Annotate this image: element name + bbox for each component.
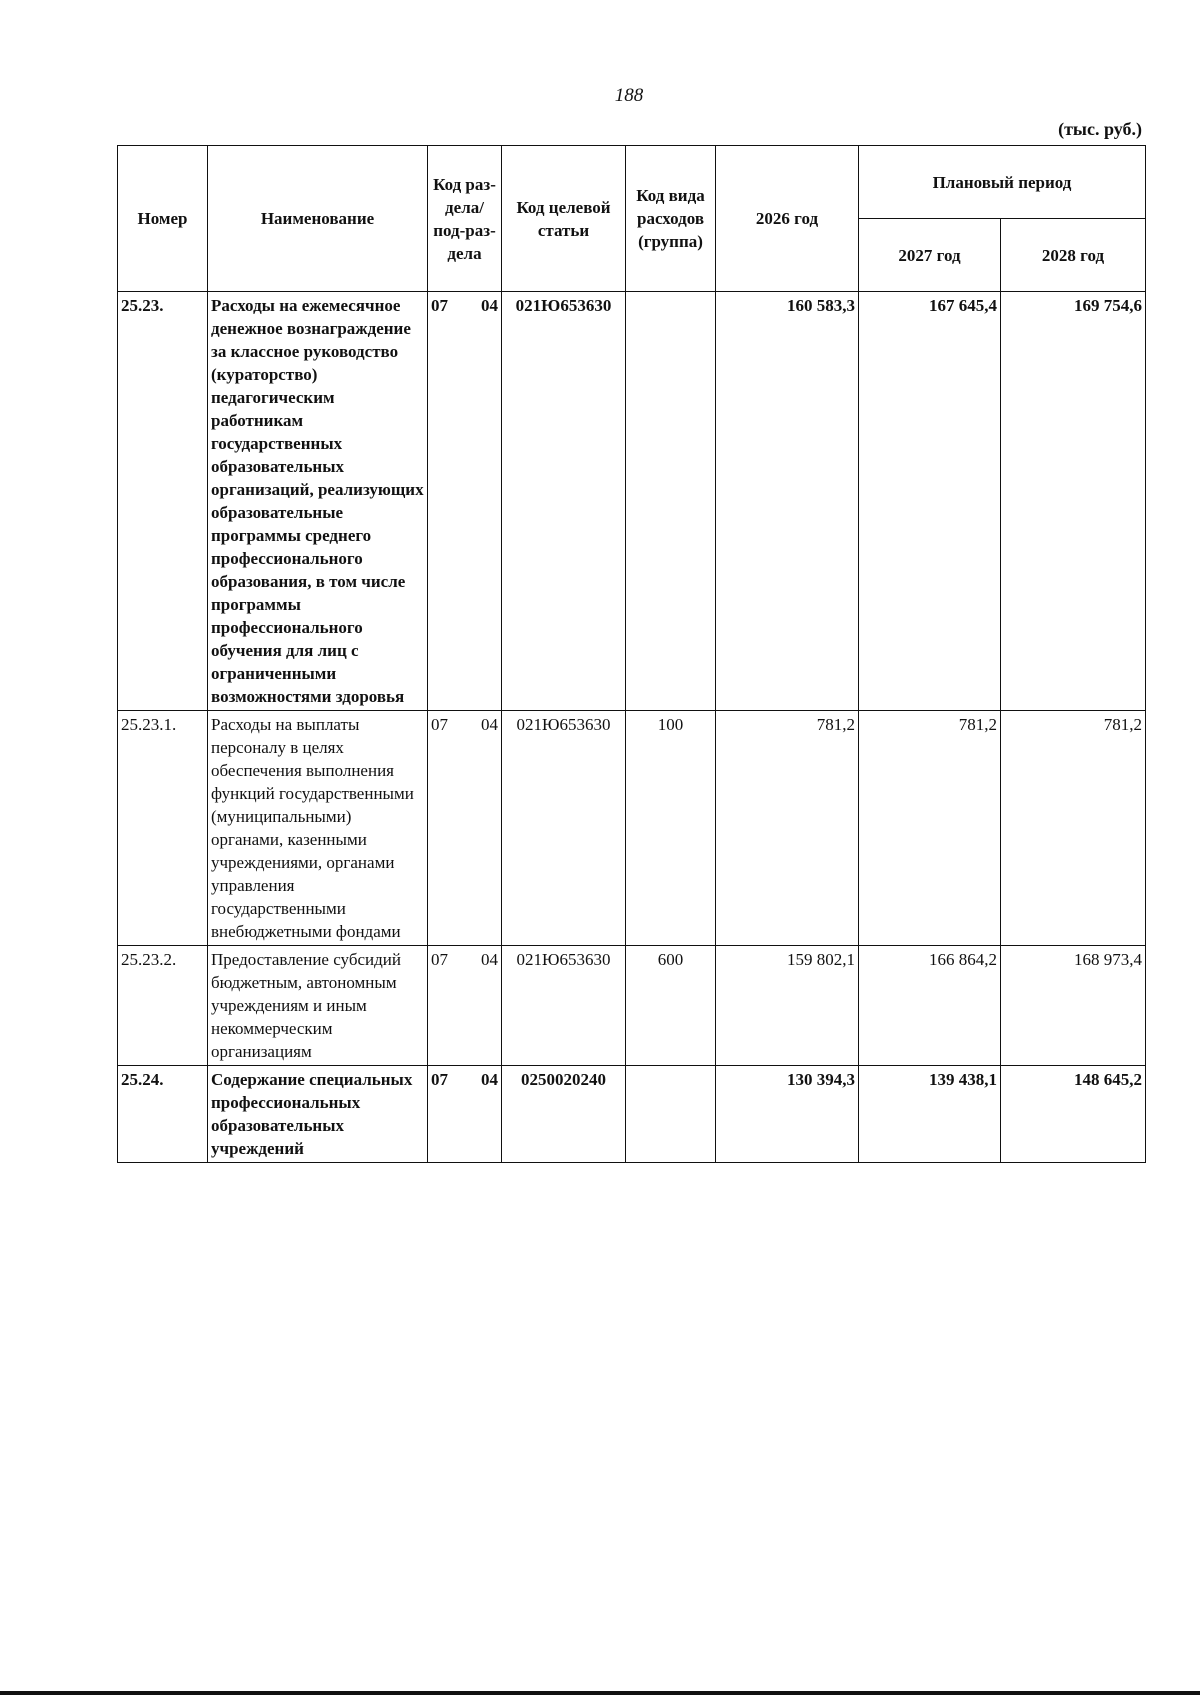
row-expense-type: 100 [626, 711, 716, 946]
row-section-code [428, 1066, 502, 1163]
row-section: 07 [431, 296, 448, 315]
row-section: 07 [431, 1070, 448, 1089]
row-subsection: 04 [481, 296, 498, 315]
row-expense-type: 600 [626, 946, 716, 1066]
row-section-code [428, 292, 502, 711]
header-year-2026: 2026 год [716, 146, 859, 292]
row-number: 25.24. [118, 1066, 208, 1163]
header-target-code: Код целевой статьи [502, 146, 626, 292]
row-section-code [428, 946, 502, 1066]
header-year-2027: 2027 год [859, 219, 1001, 292]
row-amount-2027: 139 438,1 [859, 1066, 1001, 1163]
row-name: Предоставление субсидий бюджетным, автономным учреждениям и иным некоммерческим организациям [208, 946, 428, 1066]
row-target-code: 021Ю653630 [502, 292, 626, 711]
header-section-code: Код раз-дела/ под-раз-дела [428, 146, 502, 292]
row-amount-2028: 168 973,4 [1001, 946, 1146, 1066]
row-target-code: 021Ю653630 [502, 711, 626, 946]
header-number: Номер [118, 146, 208, 292]
row-amount-2027: 781,2 [859, 711, 1001, 946]
header-year-2028: 2028 год [1001, 219, 1146, 292]
row-amount-2026: 130 394,3 [716, 1066, 859, 1163]
header-expense-type: Код вида расходов (группа) [626, 146, 716, 292]
page-number: 188 [614, 85, 644, 106]
row-number: 25.23. [118, 292, 208, 711]
bottom-border-line [0, 1691, 1200, 1695]
table-row [118, 711, 1146, 946]
table-row [118, 946, 1146, 1066]
row-amount-2026: 160 583,3 [716, 292, 859, 711]
row-target-code: 0250020240 [502, 1066, 626, 1163]
row-amount-2026: 781,2 [716, 711, 859, 946]
row-section: 07 [431, 950, 448, 969]
row-number: 25.23.1. [118, 711, 208, 946]
row-name: Содержание специальных профессиональных образовательных учреждений [208, 1066, 428, 1163]
row-amount-2027: 166 864,2 [859, 946, 1001, 1066]
row-amount-2028: 781,2 [1001, 711, 1146, 946]
table-row [118, 1066, 1146, 1163]
header-name: Наименование [208, 146, 428, 292]
row-target-code: 021Ю653630 [502, 946, 626, 1066]
row-number: 25.23.2. [118, 946, 208, 1066]
table-body [118, 292, 1146, 1163]
row-subsection: 04 [481, 1070, 498, 1089]
row-section: 07 [431, 715, 448, 734]
row-subsection: 04 [481, 950, 498, 969]
row-amount-2028: 169 754,6 [1001, 292, 1146, 711]
budget-table [117, 145, 1146, 1163]
header-planned-period: Плановый период [859, 146, 1146, 219]
row-section-code [428, 711, 502, 946]
table-row [118, 292, 1146, 711]
row-expense-type [626, 1066, 716, 1163]
row-amount-2026: 159 802,1 [716, 946, 859, 1066]
row-name: Расходы на ежемесячное денежное вознаграждение за классное руководство (кураторство) педагогическим работникам государственных образовательных организаций, реализующих образовательные программы среднего профессионального образования, в том числе программы профессионального обучения для лиц с ограниченными возможностями здоровья [208, 292, 428, 711]
row-name: Расходы на выплаты персоналу в целях обеспечения выполнения функций государственными (муниципальными) органами, казенными учреждениями, органами управления государственными внебюджетными фондами [208, 711, 428, 946]
row-subsection: 04 [481, 715, 498, 734]
units-label: (тыс. руб.) [1058, 119, 1142, 139]
row-expense-type [626, 292, 716, 711]
row-amount-2028: 148 645,2 [1001, 1066, 1146, 1163]
row-amount-2027: 167 645,4 [859, 292, 1001, 711]
